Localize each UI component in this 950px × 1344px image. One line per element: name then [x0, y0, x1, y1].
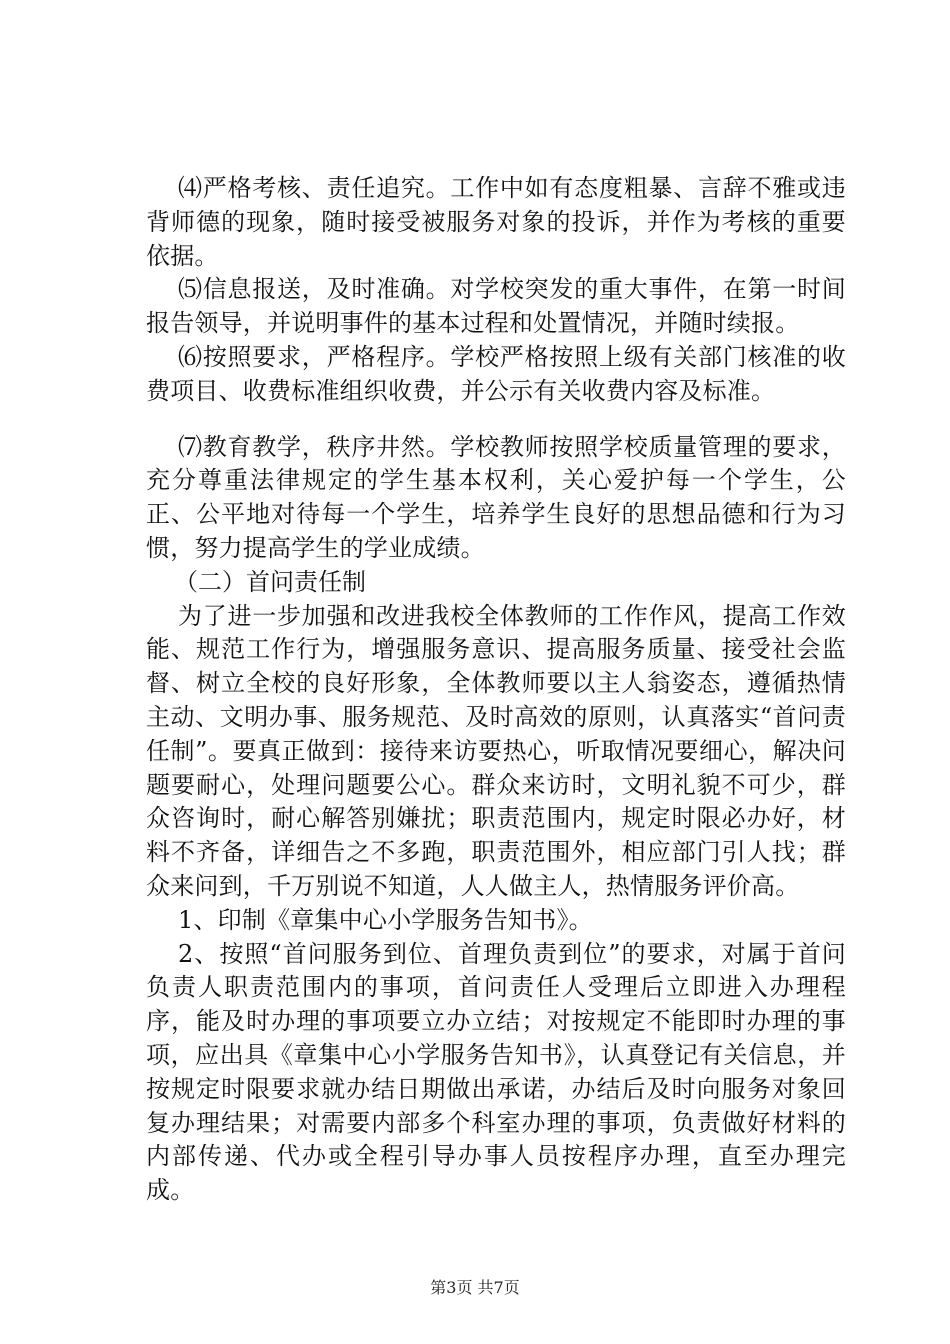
- paragraph-item-4: ⑷严格考核、责任追究。工作中如有态度粗暴、言辞不雅或违背师德的现象，随时接受被服务对象的投诉，并作为考核的重要依据。: [146, 174, 846, 270]
- paragraph-list-1: 1、印制《章集中心小学服务告知书》。: [178, 905, 593, 934]
- paragraph-first-question: 为了进一步加强和改进我校全体教师的工作作风，提高工作效能、规范工作行为，增强服务意识、提高服务质量、接受社会监督、树立全校的良好形象，全体教师要以主人翁姿态，遵循热情主动、文明办事、服务规范、及时高效的原则，认真落实“首问责任制”。要真正做到：接待来访要热心，听取情况要细心，解决问题要耐心，处理问题要公心。群众来访时，文明礼貌不可少，群众咨询时，耐心解答别嫌扰；职责范围内，规定时限必办好，材料不齐备，详细告之不多跑，职责范围外，相应部门引人找；群众来问到，千万别说不知道，人人做主人，热情服务评价高。: [146, 601, 846, 900]
- page-number-footer: 第3页 共7页: [430, 1278, 520, 1297]
- document-body: [146, 172, 846, 1208]
- section-heading: （二）首问责任制: [174, 567, 366, 596]
- paragraph-list-2: 2、按照“首问服务到位、首理负责到位”的要求，对属于首问负责人职责范围内的事项，首问责任人受理后立即进入办理程序，能及时办理的事项要立办立结；对按规定不能即时办理的事项，应出具《章集中心小学服务告知书》，认真登记有关信息，并按规定时限要求就办结日期做出承诺，办结后及时向服务对象回复办理结果；对需要内部多个科室办理的事项，负责做好材料的内部传递、代办或全程引导办事人员按程序办理，直至办理完成。: [146, 939, 846, 1205]
- paragraph-item-6: ⑹按照要求，严格程序。学校严格按照上级有关部门核准的收费项目、收费标准组织收费，并公示有关收费内容及标准。: [146, 342, 846, 405]
- paragraph-item-5: ⑸信息报送，及时准确。对学校突发的重大事件，在第一时间报告领导，并说明事件的基本过程和处置情况，并随时续报。: [146, 275, 846, 338]
- paragraph-spacer: [146, 409, 846, 431]
- paragraph-item-7: ⑺教育教学，秩序井然。学校教师按照学校质量管理的要求，充分尊重法律规定的学生基本权利，关心爱护每一个学生，公正、公平地对待每一个学生，培养学生良好的思想品德和行为习惯，努力提高学生的学业成绩。: [146, 432, 846, 562]
